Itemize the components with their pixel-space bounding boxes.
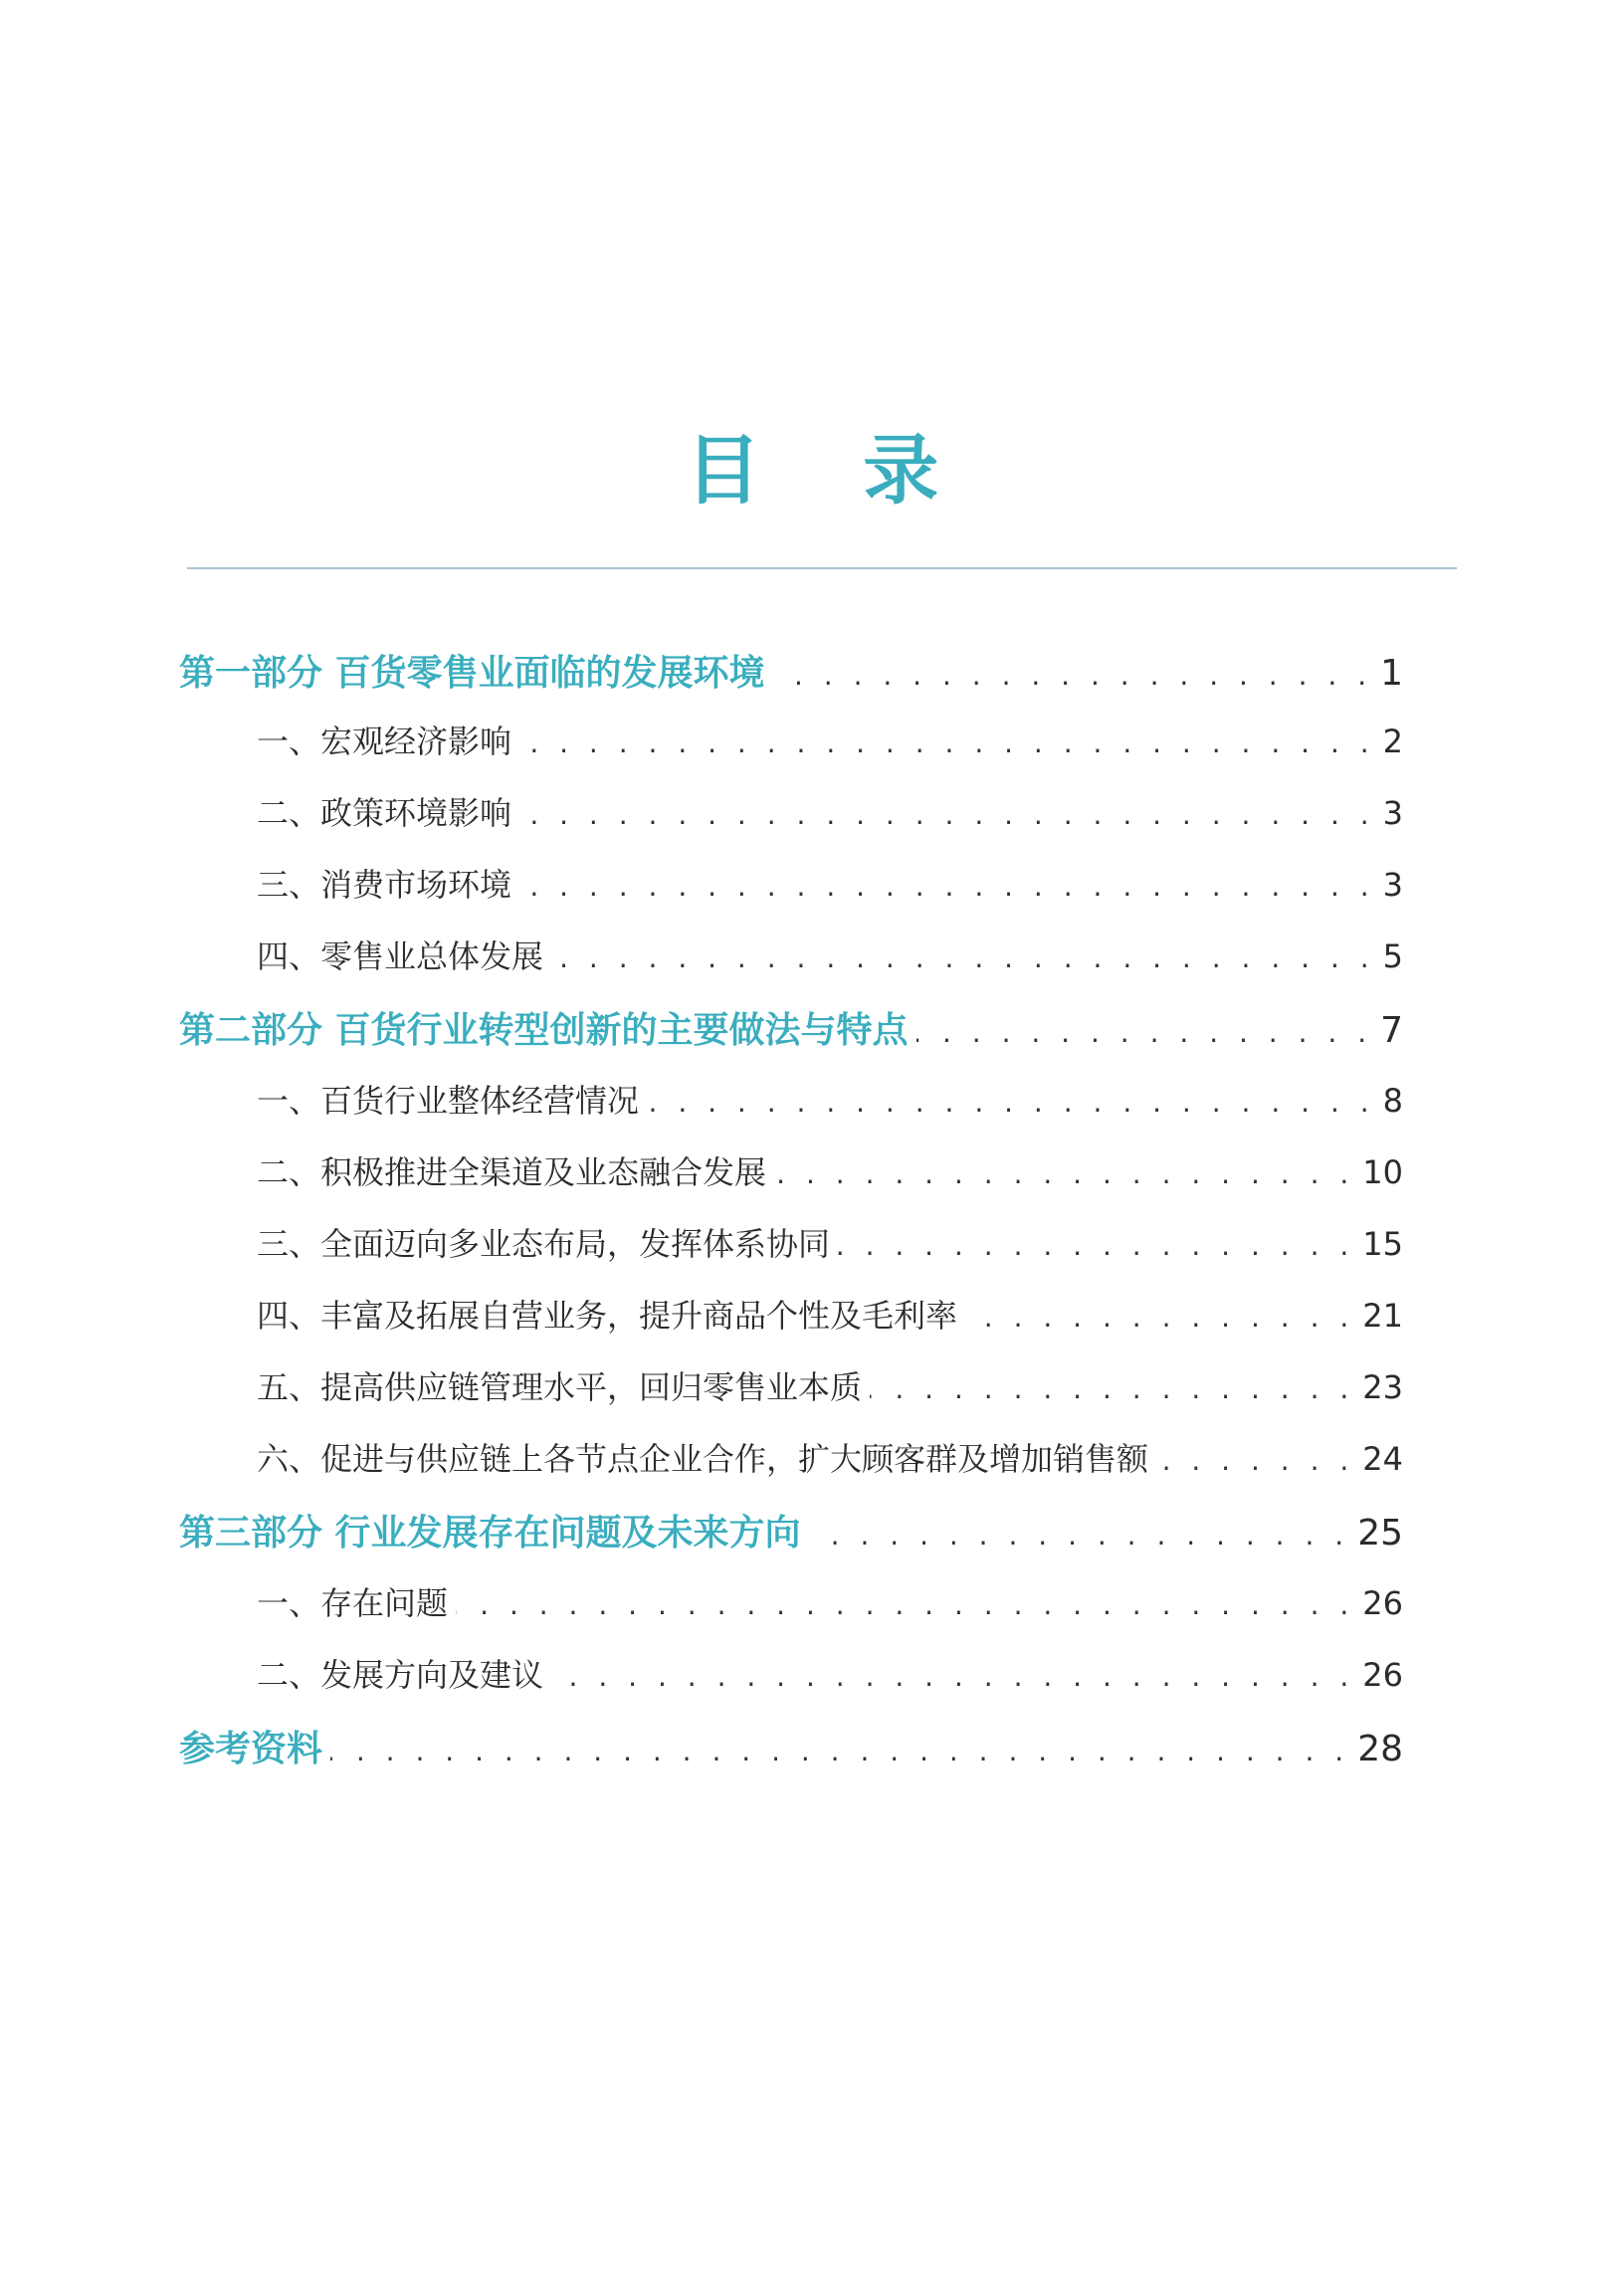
toc-section[interactable] bbox=[257, 860, 1403, 912]
toc-label: 二、发展方向及建议 bbox=[257, 1656, 544, 1694]
toc-leader bbox=[456, 1588, 1354, 1621]
toc-page-number: 1 bbox=[1380, 653, 1403, 694]
toc-section[interactable] bbox=[257, 1291, 1403, 1343]
toc-section[interactable] bbox=[257, 932, 1403, 983]
toc-leader bbox=[1156, 1444, 1354, 1477]
toc-section[interactable] bbox=[257, 1219, 1403, 1271]
toc-leader bbox=[330, 1735, 1349, 1767]
toc-label: 三、消费市场环境 bbox=[257, 866, 512, 904]
toc-page-number: 15 bbox=[1362, 1225, 1403, 1263]
toc-label: 一、百货行业整体经营情况 bbox=[257, 1082, 640, 1120]
toc-label: 一、存在问题 bbox=[257, 1584, 449, 1622]
toc-leader bbox=[519, 798, 1375, 831]
toc-section[interactable] bbox=[257, 717, 1403, 768]
page-title: 目 录 bbox=[685, 426, 977, 515]
toc-label: 五、提高供应链管理水平，回归零售业本质 bbox=[257, 1368, 863, 1406]
toc-page-number: 2 bbox=[1382, 723, 1403, 760]
toc-section[interactable] bbox=[257, 1650, 1403, 1702]
toc-leader bbox=[773, 659, 1373, 692]
toc-leader bbox=[774, 1157, 1354, 1190]
toc-leader bbox=[551, 1660, 1354, 1693]
toc-part-1[interactable] bbox=[179, 645, 1403, 701]
toc-page-number: 10 bbox=[1362, 1153, 1403, 1191]
toc-leader bbox=[551, 941, 1375, 974]
toc-leader bbox=[519, 726, 1375, 759]
toc-page-number: 3 bbox=[1382, 794, 1403, 832]
toc-page-number: 26 bbox=[1362, 1584, 1403, 1622]
toc-label: 第一部分 百货零售业面临的发展环境 bbox=[179, 653, 765, 694]
toc-label: 四、零售业总体发展 bbox=[257, 937, 544, 975]
toc-leader bbox=[965, 1301, 1354, 1334]
toc-part-2[interactable] bbox=[179, 1002, 1403, 1058]
toc-section[interactable] bbox=[257, 1578, 1403, 1630]
toc-page-number: 26 bbox=[1362, 1656, 1403, 1694]
toc-label: 二、积极推进全渠道及业态融合发展 bbox=[257, 1153, 767, 1191]
toc-label: 一、宏观经济影响 bbox=[257, 723, 512, 760]
toc-label: 二、政策环境影响 bbox=[257, 794, 512, 832]
toc-page-number: 25 bbox=[1357, 1513, 1403, 1554]
toc-section[interactable] bbox=[257, 1362, 1403, 1414]
toc-leader bbox=[838, 1229, 1354, 1262]
toc-page-number: 8 bbox=[1382, 1082, 1403, 1120]
toc-leader bbox=[519, 870, 1375, 903]
toc-section[interactable] bbox=[257, 1147, 1403, 1199]
toc-page-number: 28 bbox=[1357, 1729, 1403, 1769]
toc-label: 四、丰富及拓展自营业务，提升商品个性及毛利率 bbox=[257, 1297, 958, 1335]
toc-section[interactable] bbox=[257, 788, 1403, 840]
toc-page-number: 24 bbox=[1362, 1440, 1403, 1478]
toc-label: 三、全面迈向多业态布局，发挥体系协同 bbox=[257, 1225, 831, 1263]
toc-leader bbox=[647, 1086, 1375, 1119]
toc-references[interactable] bbox=[179, 1721, 1403, 1776]
toc-page-number: 21 bbox=[1362, 1297, 1403, 1335]
toc-section[interactable] bbox=[257, 1076, 1403, 1128]
toc-label: 六、促进与供应链上各节点企业合作，扩大顾客群及增加销售额 bbox=[257, 1440, 1149, 1478]
toc-leader bbox=[870, 1372, 1354, 1405]
toc-section[interactable] bbox=[257, 1434, 1403, 1486]
toc-page-number: 3 bbox=[1382, 866, 1403, 904]
toc-page-number: 5 bbox=[1382, 937, 1403, 975]
toc-page-number: 7 bbox=[1380, 1010, 1403, 1051]
toc-label: 第二部分 百货行业转型创新的主要做法与特点 bbox=[179, 1010, 909, 1051]
toc-leader bbox=[916, 1016, 1373, 1049]
toc-page-number: 23 bbox=[1362, 1368, 1403, 1406]
toc-label: 参考资料 bbox=[179, 1729, 323, 1769]
toc-part-3[interactable] bbox=[179, 1505, 1403, 1560]
toc-label: 第三部分 行业发展存在问题及未来方向 bbox=[179, 1513, 801, 1554]
toc-leader bbox=[809, 1519, 1350, 1552]
